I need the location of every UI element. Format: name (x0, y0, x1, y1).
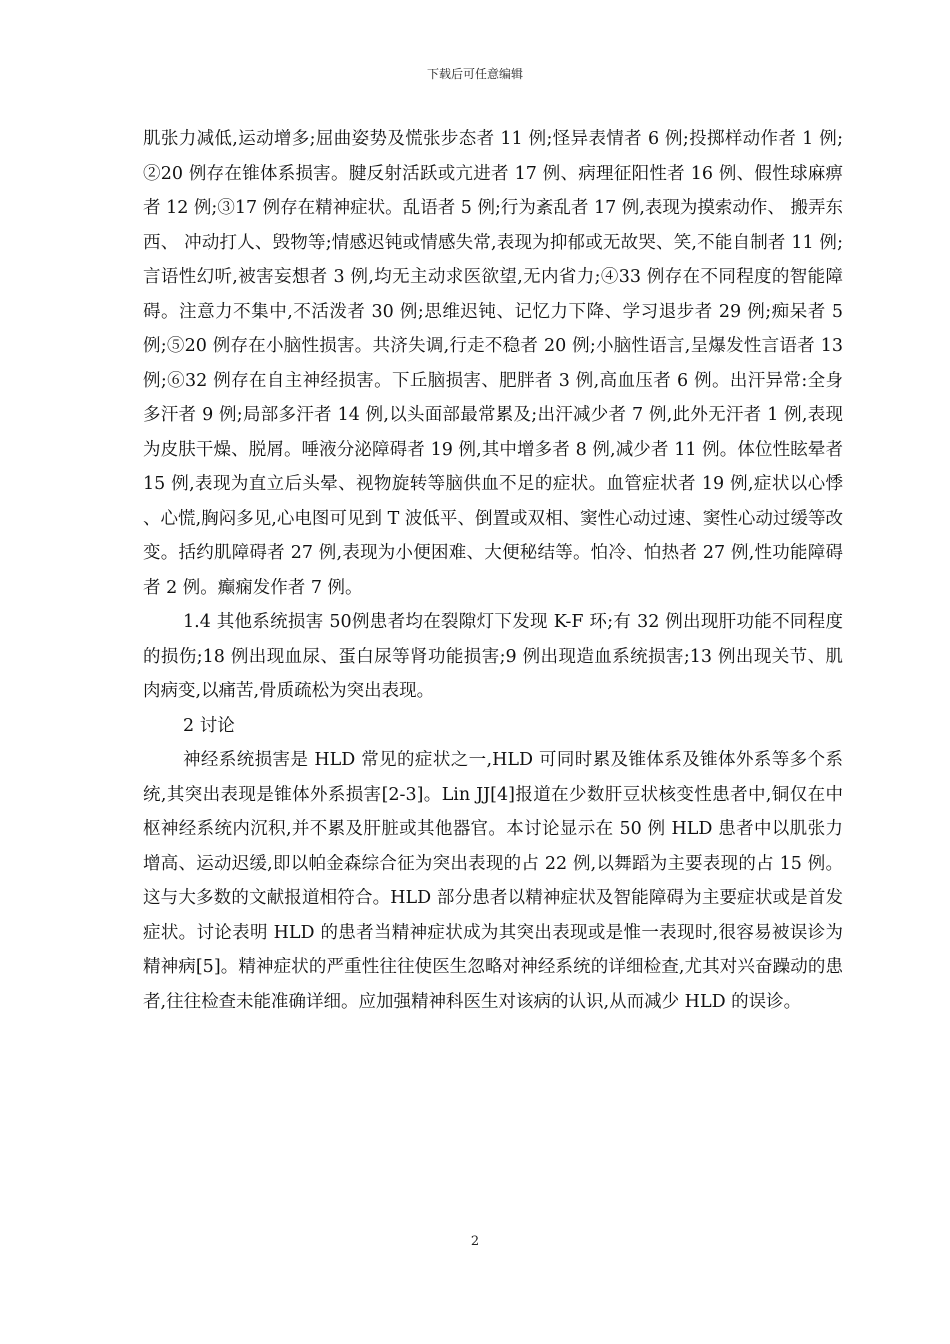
paragraph-neurological-symptoms: 肌张力减低,运动增多;屈曲姿势及慌张步态者 11 例;怪异表情者 6 例;投掷样动作者 1 例;②20 例存在锥体系损害。腱反射活跃或亢进者 17 例、病理征阳性者 16 例、假性球麻痹者 12 例;③17 例存在精神症状。乱语者 5 例;行为紊乱者 17 例,表现为摸索动作、 搬弄东西、 冲动打人、毁物等;情感迟钝或情感失常,表现为抑郁或无故哭、笑,不能自制者 11 例;言语性幻听,被害妄想者 3 例,均无主动求医欲望,无内省力;④33 例存在不同程度的智能障碍。注意力不集中,不活泼者 30 例;思维迟钝、记忆力下降、学习退步者 29 例;痴呆者 5 例;⑤20 例存在小脑性损害。共济失调,行走不稳者 20 例;小脑性语言,呈爆发性言语者 13 例;⑥32 例存在自主神经损害。下丘脑损害、肥胖者 3 例,高血压者 6 例。出汗异常:全身多汗者 9 例;局部多汗者 14 例,以头面部最常累及;出汗减少者 7 例,此外无汗者 1 例,表现为皮肤干燥、脱屑。唾液分泌障碍者 19 例,其中增多者 8 例,减少者 11 例。体位性眩晕者 15 例,表现为直立后头晕、视物旋转等脑供血不足的症状。血管症状者 19 例,症状以心悸、心慌,胸闷多见,心电图可见到 T 波低平、倒置或双相、窦性心动过速、窦性心动过缓等改变。括约肌障碍者 27 例,表现为小便困难、大便秘结等。怕冷、怕热者 27 例,性功能障碍者 2 例。癫痫发作者 7 例。 (143, 129, 843, 598)
paragraph-discussion: 神经系统损害是 HLD 常见的症状之一,HLD 可同时累及锥体系及锥体外系等多个系统,其突出表现是锥体外系损害[2-3]。Lin JJ[4]报道在少数肝豆状核变性患者中,铜仅在中枢神经系统内沉积,并不累及肝脏或其他器官。本讨论显示在 50 例 HLD 患者中以肌张力增高、运动迟缓,即以帕金森综合征为突出表现的占 22 例,以舞蹈为主要表现的占 15 例。这与大多数的文献报道相符合。HLD 部分患者以精神症状及智能障碍为主要症状或是首发症状。讨论表明 HLD 的患者当精神症状成为其突出表现或是惟一表现时,很容易被误诊为精神病[5]。精神症状的严重性往往使医生忽略对神经系统的详细检查,尤其对兴奋躁动的患者,往往检查未能准确详细。应加强精神科医生对该病的认识,从而减少 HLD 的误诊。 (143, 750, 843, 1012)
page-number: 2 (470, 1234, 480, 1249)
document-body (143, 122, 843, 1019)
page-header: 下载后可任意编辑 (426, 67, 523, 81)
section-heading-discussion: 2 讨论 (183, 715, 235, 736)
paragraph-other-system-damage: 1.4 其他系统损害 50例患者均在裂隙灯下发现 K-F 环;有 32 例出现肝功能不同程度的损伤;18 例出现血尿、蛋白尿等肾功能损害;9 例出现造血系统损害;13 例出现关节、肌肉病变,以痛苦,骨质疏松为突出表现。 (143, 612, 843, 701)
